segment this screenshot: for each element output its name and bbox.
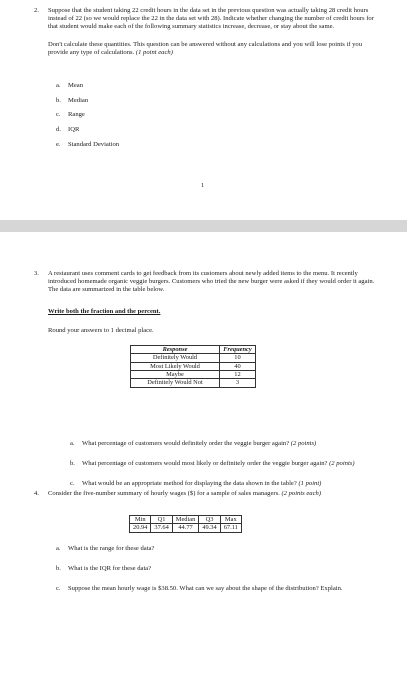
table-row: Maybe 12 bbox=[131, 371, 256, 379]
list-item: a. What percentage of customers would definitely order the veggie burger again? (2 points) bbox=[70, 440, 317, 447]
page-2 bbox=[0, 232, 407, 700]
list-item: b. What is the IQR for these data? bbox=[56, 565, 152, 573]
list-item: a. What is the range for these data? bbox=[56, 545, 155, 552]
page-separator bbox=[0, 220, 407, 232]
write-both-instruction: Write both the fraction and the percent. bbox=[48, 308, 161, 315]
table-row: 20.94 37.64 44.77 49.34 67.11 bbox=[130, 524, 242, 532]
list-item: c. Range bbox=[56, 111, 85, 119]
list-item: c. What would be an appropriate method for displaying the data shown in the table? (1 point) bbox=[70, 480, 322, 488]
response-table bbox=[130, 345, 256, 388]
question-4-subparts bbox=[56, 545, 376, 600]
table-header: Response bbox=[131, 346, 220, 354]
list-item: a. Mean bbox=[56, 82, 84, 89]
question-2 bbox=[34, 7, 376, 57]
question-3-subparts bbox=[70, 440, 376, 495]
five-number-summary-table bbox=[129, 515, 242, 533]
table-row: Definitely Would Not 3 bbox=[131, 379, 256, 387]
question-4 bbox=[34, 490, 374, 498]
table-header: Frequency bbox=[220, 346, 256, 354]
question-4-number: 4. bbox=[34, 490, 39, 497]
question-3-text: A restaurant uses comment cards to get feedback from its customers about newly added items to the menu. It recently introduced homemade organic veggie burgers. Customers who tried the new burger were asked if they would order it again. The data are summarized in the table below. bbox=[48, 270, 375, 294]
list-item: c. Suppose the mean hourly wage is $38.50. What can we say about the shape of the distribution? Explain. bbox=[56, 585, 343, 593]
page-number: 1 bbox=[201, 182, 205, 189]
page-1 bbox=[0, 0, 407, 220]
question-2-points: (1 point each) bbox=[135, 48, 173, 56]
table-header-row: Min Q1 Median Q3 Max bbox=[130, 516, 242, 524]
table-row: Definitely Would 10 bbox=[131, 354, 256, 362]
question-3-number: 3. bbox=[34, 270, 39, 277]
question-4-text: Consider the five-number summary of hourly wages ($) for a sample of sales managers. (2 points each) bbox=[48, 490, 322, 497]
list-item: b. Median bbox=[56, 96, 89, 104]
table-header-row bbox=[131, 346, 256, 354]
question-2-items bbox=[56, 82, 119, 156]
round-instruction: Round your answers to 1 decimal place. bbox=[48, 327, 154, 334]
question-3 bbox=[34, 270, 376, 295]
question-2-instruction bbox=[48, 41, 376, 57]
list-item: d. IQR bbox=[56, 126, 80, 134]
table-row: Most Likely Would 40 bbox=[131, 362, 256, 370]
question-2-number: 2. bbox=[34, 7, 39, 14]
list-item: e. Standard Deviation bbox=[56, 140, 120, 148]
question-2-text: Suppose that the student taking 22 credit hours in the data set in the previous question was actually taking 28 credit hours instead of 22 (so we would replace the 22 in the data set with 28). Indicate whether changing the number of credit hours for that student would make each of the following summary statistics increase, decrease, or stay about the same. bbox=[48, 7, 374, 31]
question-2-instruction-text: Don't calculate these quantities. This question can be answered without any calculations and you will lose points if you provide any type of calculations. bbox=[48, 40, 363, 56]
list-item: b. What percentage of customers would most likely or definitely order the veggie burger again? (2 points) bbox=[70, 460, 355, 468]
